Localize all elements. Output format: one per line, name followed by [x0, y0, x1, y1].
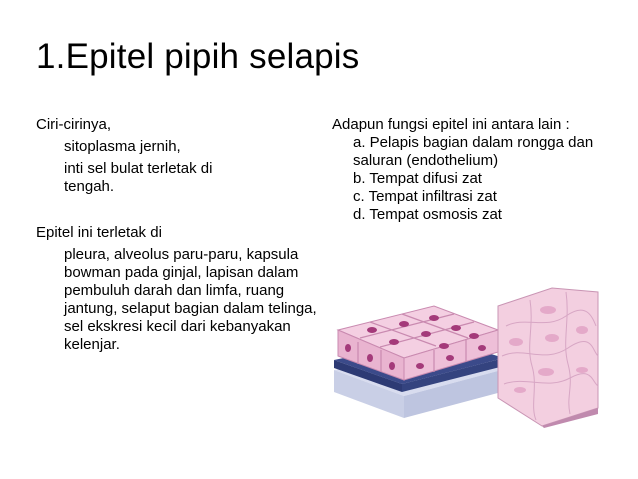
function-item: d. Tempat osmosis zat [353, 206, 502, 223]
location-text: pleura, alveolus paru-paru, kapsula bowman pada ginjal, lapisan dalam pembuluh darah dan limfa, ruang jantung, selaput bagian dalam telinga, sel ekskresi kecil dari kebanyakan kelenjar. [64, 246, 317, 353]
characteristics-heading: Ciri-cirinya, [36, 116, 111, 133]
characteristic-item: sitoplasma jernih, [64, 138, 181, 155]
squamous-epithelium-block-image [334, 300, 509, 418]
functions-column [332, 116, 632, 224]
location-heading: Epitel ini terletak di [36, 224, 162, 241]
functions-intro: Adapun fungsi epitel ini antara lain : [332, 116, 570, 133]
function-item: c. Tempat infiltrasi zat [353, 188, 497, 205]
characteristic-item: inti sel bulat terletak di tengah. [64, 160, 213, 195]
function-item: a. Pelapis bagian dalam rongga dan saluran (endothelium) [353, 134, 594, 169]
squamous-cell-sheet-image [496, 286, 600, 428]
slide-title: 1.Epitel pipih selapis [36, 37, 360, 76]
function-item: b. Tempat difusi zat [353, 170, 482, 187]
characteristics-column [36, 116, 321, 354]
